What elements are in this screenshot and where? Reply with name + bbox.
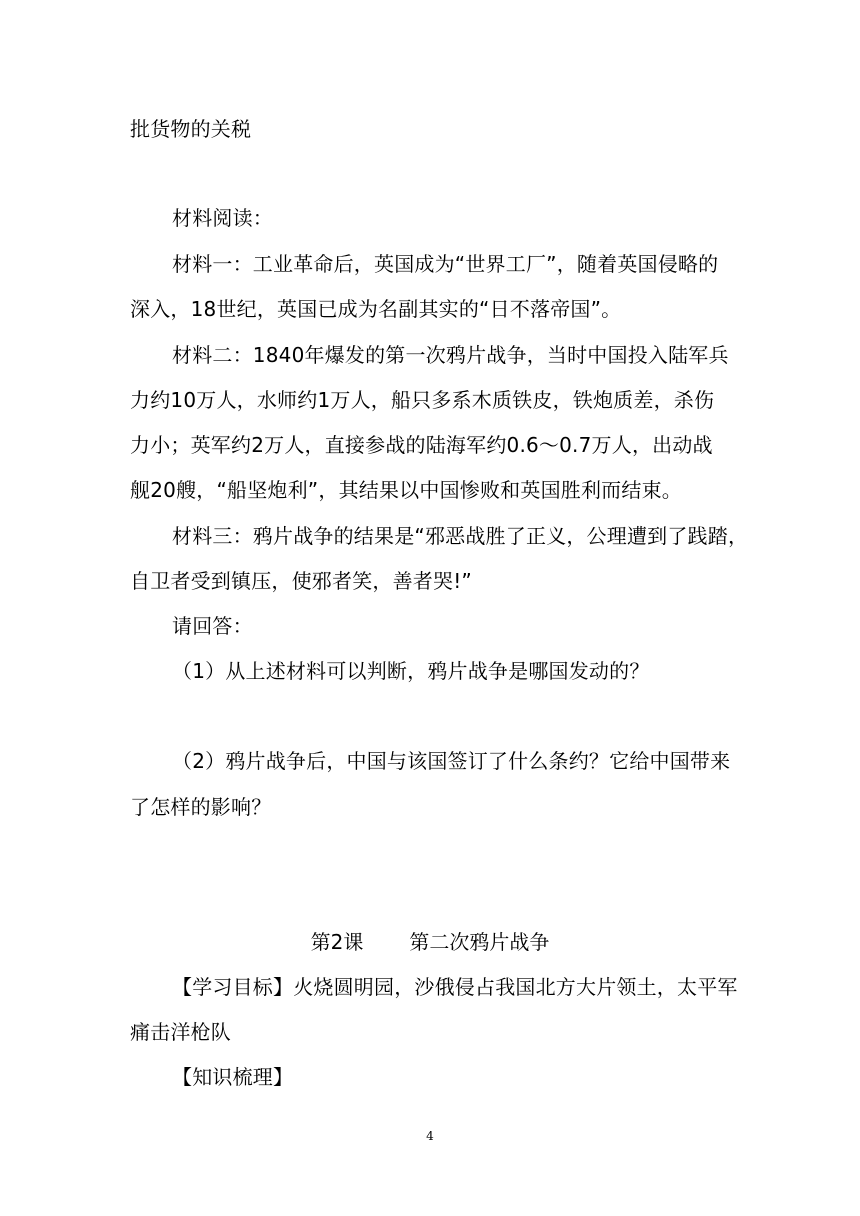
text-line: 痛击洋枪队 bbox=[130, 1020, 231, 1044]
text-line: 请回答： bbox=[172, 614, 253, 638]
question-1: （1）从上述材料可以判断，鸦片战争是哪国发动的？ bbox=[172, 659, 650, 683]
text-line: 批货物的关税 bbox=[130, 117, 252, 141]
text-line: 材料三：鸦片战争的结果是“邪恶战胜了正义，公理遭到了践踏， bbox=[172, 524, 749, 548]
text-line: 力小；英军约2万人，直接参战的陆海军约0.6～0.7万人，出动战 bbox=[130, 433, 713, 457]
section-heading: 【知识梳理】 bbox=[172, 1065, 294, 1089]
question-2: （2）鸦片战争后，中国与该国签订了什么条约？它给中国带来 bbox=[172, 749, 731, 773]
text-line: 深入，18世纪，英国已成为名副其实的“日不落帝国”。 bbox=[130, 297, 622, 321]
text-line: 材料二：1840年爆发的第一次鸦片战争，当时中国投入陆军兵 bbox=[172, 343, 729, 367]
text-line: 了怎样的影响？ bbox=[130, 795, 272, 819]
page-number: 4 bbox=[426, 1129, 434, 1143]
learning-goals: 【学习目标】火烧圆明园，沙俄侵占我国北方大片领土，太平军 bbox=[172, 975, 738, 999]
lesson-number: 第2课 bbox=[310, 930, 364, 954]
text-line: 材料一：工业革命后，英国成为“世界工厂”，随着英国侵略的 bbox=[172, 252, 719, 276]
lesson-name: 第二次鸦片战争 bbox=[409, 930, 550, 954]
text-line: 材料阅读： bbox=[172, 206, 273, 230]
lesson-title bbox=[0, 928, 860, 956]
text-line: 力约10万人，水师约1万人，船只多系木质铁皮，铁炮质差，杀伤 bbox=[130, 388, 715, 412]
text-line: 自卫者受到镇压，使邪者笑，善者哭!” bbox=[130, 569, 472, 593]
text-line: 舰20艘，“船坚炮利”，其结果以中国惨败和英国胜利而结束。 bbox=[130, 478, 682, 502]
